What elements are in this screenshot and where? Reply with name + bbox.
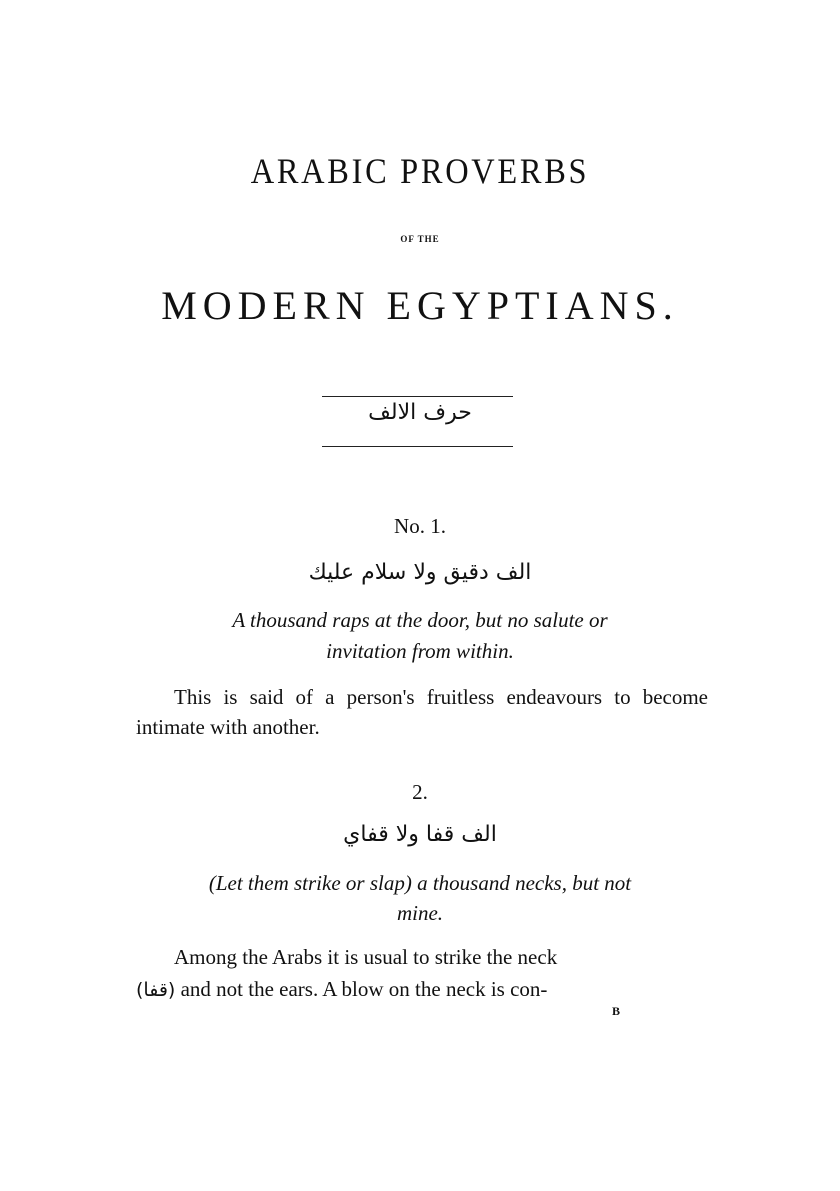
entry-1-translation-line-2: invitation from within. [326,639,514,663]
entry-2-translation-line-2: mine. [396,901,444,925]
entry-1-number: No. 1. [394,514,446,538]
signature-mark: B [612,1004,621,1018]
entry-2-commentary-rest: and not the ears. A blow on the neck is con- [175,977,548,1001]
section-rule-top [322,396,513,397]
entry-2-commentary-arabic: (قفا) [136,979,176,1001]
title-line-2: MODERN EGYPTIANS. [161,283,679,328]
title-of-the: OF THE [400,234,440,244]
entry-1-commentary: This is said of a person's fruitless endeavours to become intimate with another. [136,685,708,739]
entry-1-translation-line-1: A thousand raps at the door, but no salute or [232,608,608,632]
section-rule-bottom [322,446,513,447]
entry-2-translation-line-1: (Let them strike or slap) a thousand necks, but not [208,871,632,895]
entry-1-arabic: الف دقيق ولا سلام عليك [308,560,532,585]
entry-2-number: 2. [412,780,428,804]
entry-2-commentary-line-1: Among the Arabs it is usual to strike the neck [174,945,558,969]
title-line-1: ARABIC PROVERBS [250,151,590,191]
section-heading-arabic: حرف الالف [368,400,472,425]
entry-2-arabic: الف قفا ولا قفاي [343,822,497,847]
entry-2-commentary-line-2 [136,974,708,1005]
